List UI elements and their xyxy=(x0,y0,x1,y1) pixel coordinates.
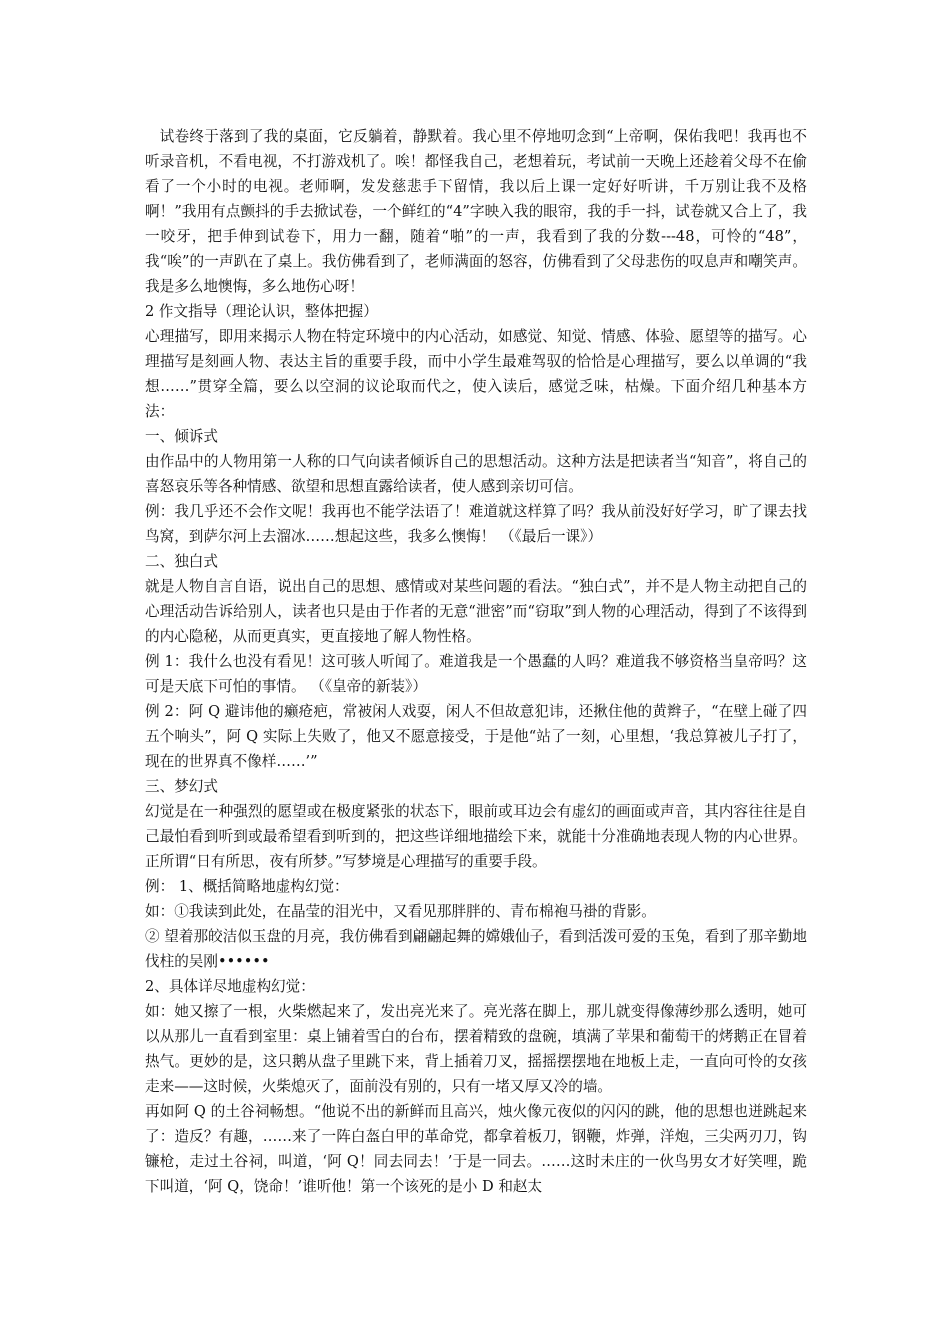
paragraph-text: 例 2：阿 Q 避讳他的癞疮疤，常被闲人戏耍，闲人不但故意犯讳，还揪住他的黄辫子，“在壁上碰了四五个响头”，阿 Q 实际上失败了，他又不愿意接受，于是他“站了一刻，心里想，‘我总算被儿子打了，现在的世界真不像样……’” xyxy=(145,703,807,770)
paragraph-text: 试卷终于落到了我的桌面，它反躺着，静默着。我心里不停地叨念到“上帝啊，保佑我吧！我再也不听录音机，不看电视，不打游戏机了。唉！都怪我自己，老想着玩，考试前一天晚上还趁着父母不在偷看了一个小时的电视。老师啊，发发慈悲手下留情，我以后上课一定好好听讲，千万别让我不及格啊！”我用有点颤抖的手去掀试卷，一个鲜红的“4”字映入我的眼帘，我的手一抖，试卷就又合上了，我一咬牙，把手伸到试卷下，用力一翻，随着“啪”的一声，我看到了我的分数---48，可怜的“48”，我“唉”的一声趴在了桌上。我仿佛看到了，老师满面的怒容，仿佛看到了父母悲伤的叹息声和嘲笑声。我是多么地懊悔，多么地伤心呀！ xyxy=(145,128,807,295)
paragraph-brief-example-2 xyxy=(145,924,807,974)
heading-text: 例： 1、概括简略地虚构幻觉： xyxy=(145,878,349,895)
paragraph-monologue-example-2 xyxy=(145,699,807,774)
paragraph-text: 再如阿 Q 的土谷祠畅想。“他说不出的新鲜而且高兴，烛火像元夜似的闪闪的跳，他的思想也迸跳起来了：造反？有趣，……来了一阵白盔白甲的革命党，都拿着板刀，钢鞭，炸弹，洋炮，三尖两刃刀，钩镰枪，走过土谷祠，叫道，‘阿 Q！同去同去！’于是一同去。……这时未庄的一伙鸟男女才好笑哩，跪下叫道，‘阿 Q，饶命！’谁听他！第一个该死的是小 D 和赵太 xyxy=(145,1103,807,1195)
heading-text: 2、具体详尽地虚构幻觉： xyxy=(145,978,315,995)
paragraph-exam-story xyxy=(145,124,807,299)
section-heading-dream xyxy=(145,774,807,799)
paragraph-text: 如：①我读到此处，在晶莹的泪光中，又看见那胖胖的、青布棉袍马褂的背影。 xyxy=(145,903,656,920)
paragraph-text: 由作品中的人物用第一人称的口气向读者倾诉自己的思想活动。这种方法是把读者当“知音”，将自己的喜怒哀乐等各种情感、欲望和思想直露给读者，使人感到亲切可信。 xyxy=(145,453,807,495)
subheading-detailed-illusion xyxy=(145,974,807,999)
paragraph-text: 心理描写，即用来揭示人物在特定环境中的内心活动，如感觉、知觉、情感、体验、愿望等的描写。心理描写是刻画人物、表达主旨的重要手段，而中小学生最难驾驭的恰恰是心理描写，要么以单调的“我想……”贯穿全篇，要么以空洞的议论取而代之，使入读后，感觉乏味，枯燥。下面介绍几种基本方法： xyxy=(145,328,807,420)
heading-text: 一、倾诉式 xyxy=(145,428,218,445)
paragraph-dream-definition xyxy=(145,799,807,874)
paragraph-text: 例 1：我什么也没有看见！这可骇人听闻了。难道我是一个愚蠢的人吗？难道我不够资格当皇帝吗？这可是天底下可怕的事情。 （《皇帝的新装》） xyxy=(145,653,807,695)
subheading-brief-illusion xyxy=(145,874,807,899)
paragraph-monologue-example-1 xyxy=(145,649,807,699)
paragraph-detailed-example-1 xyxy=(145,999,807,1099)
heading-text: 三、梦幻式 xyxy=(145,778,218,795)
section-heading-monologue xyxy=(145,549,807,574)
paragraph-text: 就是人物自言自语，说出自己的思想、感情或对某些问题的看法。“独白式”，并不是人物主动把自己的心理活动告诉给别人，读者也只是由于作者的无意“泄密”而“窃取”到人物的心理活动，得到了不该得到的内心隐秘，从而更真实，更直接地了解人物性格。 xyxy=(145,578,807,645)
section-heading-writing-guide xyxy=(145,299,807,324)
document-page xyxy=(145,124,807,1199)
paragraph-confiding-definition xyxy=(145,449,807,499)
heading-text: 二、独白式 xyxy=(145,553,218,570)
paragraph-text: 幻觉是在一种强烈的愿望或在极度紧张的状态下，眼前或耳边会有虚幻的画面或声音，其内容往往是自己最怕看到听到或最希望看到听到的，把这些详细地描绘下来，就能十分准确地表现人物的内心世界。正所谓“日有所思，夜有所梦。”写梦境是心理描写的重要手段。 xyxy=(145,803,807,870)
paragraph-text: ② 望着那皎洁似玉盘的月亮，我仿佛看到翩翩起舞的嫦娥仙子，看到活泼可爱的玉兔，看到了那辛勤地伐柱的吴刚•••••• xyxy=(145,928,807,970)
paragraph-detailed-example-2 xyxy=(145,1099,807,1199)
paragraph-confiding-example xyxy=(145,499,807,549)
heading-text: 2 作文指导（理论认识，整体把握） xyxy=(145,303,378,320)
paragraph-text: 例：我几乎还不会作文呢！我再也不能学法语了！难道就这样算了吗？我从前没好好学习，旷了课去找鸟窝，到萨尔河上去溜冰……想起这些，我多么懊悔！ （《最后一课》） xyxy=(145,503,807,545)
paragraph-psychological-description xyxy=(145,324,807,424)
section-heading-confiding xyxy=(145,424,807,449)
paragraph-text: 如：她又擦了一根，火柴燃起来了，发出亮光来了。亮光落在脚上，那儿就变得像薄纱那么透明，她可以从那儿一直看到室里：桌上铺着雪白的台布，摆着精致的盘碗，填满了苹果和葡萄干的烤鹅正在冒着热气。更妙的是，这只鹅从盘子里跳下来，背上插着刀叉，摇摇摆摆地在地板上走，一直向可怜的女孩走来——这时候，火柴熄灭了，面前没有别的，只有一堵又厚又冷的墙。 xyxy=(145,1003,807,1095)
paragraph-brief-example-1 xyxy=(145,899,807,924)
paragraph-monologue-definition xyxy=(145,574,807,649)
